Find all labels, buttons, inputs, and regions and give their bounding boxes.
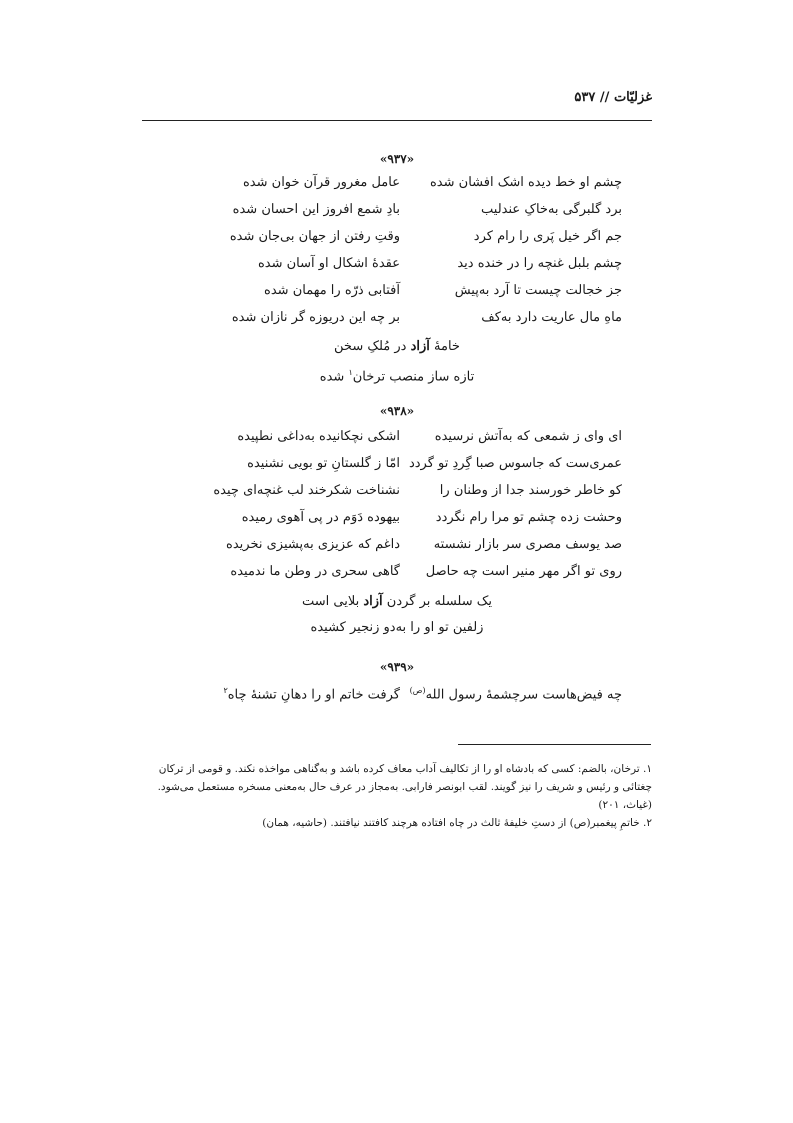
closing-line <box>142 618 652 644</box>
verse <box>142 454 652 481</box>
closing-text: تازه ساز منصب ترخان <box>352 369 475 385</box>
hemistich-right: چشم بلبل غنچه را در خنده دید <box>457 256 622 271</box>
header-separator: // <box>599 90 610 105</box>
footnotes <box>142 760 652 832</box>
closing-couplet <box>142 337 652 389</box>
poem-verses <box>142 173 652 335</box>
footnote: ۱. ترخان، بالضم: کسی که بادشاه او را از تکالیف آداب معاف کرده باشد و به‌گناهی مواخذه نکند. و قومی از ترکان چغتائی و رئیس و شریف را نیز گویند. لقب ابونصر فارابی. به‌مجاز در عرف حال به‌معنی مسخره مستعمل می‌شود. (غیاث، ۲۰۱) <box>157 763 652 811</box>
hemistich-right: عمری‌ست که جاسوس صبا گِردِ تو گردد <box>408 456 622 471</box>
verse <box>142 508 652 535</box>
hemistich-right: روی تو اگر مهر منیر است چه حاصل <box>425 564 622 579</box>
hemistich-right: وحشت زده چشم تو مرا رام نگردد <box>435 510 622 525</box>
closing-text: شده <box>319 369 345 385</box>
hemistich-left: بادِ شمع افروز این احسان شده <box>232 202 400 217</box>
hemistich-left: آفتابی ذرّه را مهمان شده <box>264 283 400 298</box>
closing-text: زلفین تو او را به‌دو زنجیر کشیده <box>310 620 484 635</box>
running-header <box>142 90 652 118</box>
footnote-rule <box>458 744 651 745</box>
hemistich-text: چه فیض‌هاست سرچشمهٔ رسول الله <box>425 687 622 703</box>
verse <box>142 254 652 281</box>
poem-number: «۹۳۷» <box>379 152 415 166</box>
footnote-marker: ۱ <box>348 368 353 377</box>
hemistich-left: گاهی سحری در وطن ما ندمیده <box>230 564 400 579</box>
closing-couplet <box>142 592 652 644</box>
verse <box>142 427 652 454</box>
verse <box>142 200 652 227</box>
hemistich-left: اشکی نچکانیده به‌داغی نطپیده <box>237 429 400 444</box>
hemistich-right: ای وای ز شمعی که به‌آتش نرسیده <box>434 429 622 444</box>
poem-verses <box>142 681 652 708</box>
hemistich-left: بیهوده دَوَم در پی آهوی رمیده <box>241 510 400 525</box>
hemistich-right: برد گلبرگی به‌خاکِ عندلیب <box>481 202 622 217</box>
verse <box>142 562 652 589</box>
poet-name: آزاد <box>410 339 430 354</box>
verse <box>142 308 652 335</box>
hemistich-right: جز خجالت چیست تا آرد به‌پیش <box>454 283 622 298</box>
verse <box>142 227 652 254</box>
hemistich-left: نشناخت شکرخند لب غنچه‌ای چیده <box>213 483 400 498</box>
hemistich-left: وقتِ رفتن از جهان بی‌جان شده <box>229 229 400 244</box>
closing-text: در مُلکِ سخن <box>334 339 407 354</box>
verse <box>142 481 652 508</box>
hemistich-right: کو خاطر خورسند جدا از وطنان را <box>439 483 622 498</box>
hemistich-left: عقدهٔ اشکال او آسان شده <box>257 256 400 271</box>
section-title: غزلیّات <box>613 90 652 105</box>
hemistich-text: گرفت خاتم او را دهانِ تشنهٔ چاه <box>227 687 400 703</box>
header-rule <box>142 120 652 121</box>
hemistich-left: امّا ز گلستانِ تو بویی نشنیده <box>247 456 400 471</box>
closing-text: بلایی است <box>301 594 360 609</box>
hemistich-right: ماهِ مال عاریت دارد به‌کف <box>481 310 622 325</box>
hemistich-right: چشم او خط دیده اشک افشان شده <box>430 175 622 190</box>
poem-number: «۹۳۸» <box>379 404 415 418</box>
verse <box>142 173 652 200</box>
footnote: ۲. خاتمِ پیغمبر(ص) از دستِ خلیفهٔ ثالث در چاه افتاده هرچند کافتند نیافتند. (حاشیه، همان) <box>262 817 652 829</box>
verse <box>142 281 652 308</box>
honorific-marker: (ص) <box>409 686 426 695</box>
hemistich-left: عامل مغرور قرآن خوان شده <box>242 175 400 190</box>
hemistich-left <box>223 681 400 705</box>
hemistich-right: جم اگر خیل پَری را رام کرد <box>473 229 622 244</box>
footnote-marker: ۲ <box>223 686 228 695</box>
closing-line <box>142 592 652 618</box>
hemistich-right <box>410 681 622 705</box>
page-number: ۵۳۷ <box>574 90 596 105</box>
poet-name: آزاد <box>363 594 383 609</box>
verse <box>142 535 652 562</box>
hemistich-right: صد یوسف مصری سر بازار نشسته <box>433 537 622 552</box>
verse <box>142 681 652 708</box>
closing-line <box>142 337 652 363</box>
closing-text: خامهٔ <box>434 339 460 354</box>
hemistich-left: بر چه این دریوزه گر نازان شده <box>231 310 400 325</box>
poem-verses <box>142 427 652 589</box>
closing-line <box>142 363 652 389</box>
hemistich-left: داغم که عزیزی به‌پشیزی نخریده <box>226 537 400 552</box>
poem-number: «۹۳۹» <box>379 660 415 674</box>
closing-text: یک سلسله بر گردن <box>386 594 493 609</box>
